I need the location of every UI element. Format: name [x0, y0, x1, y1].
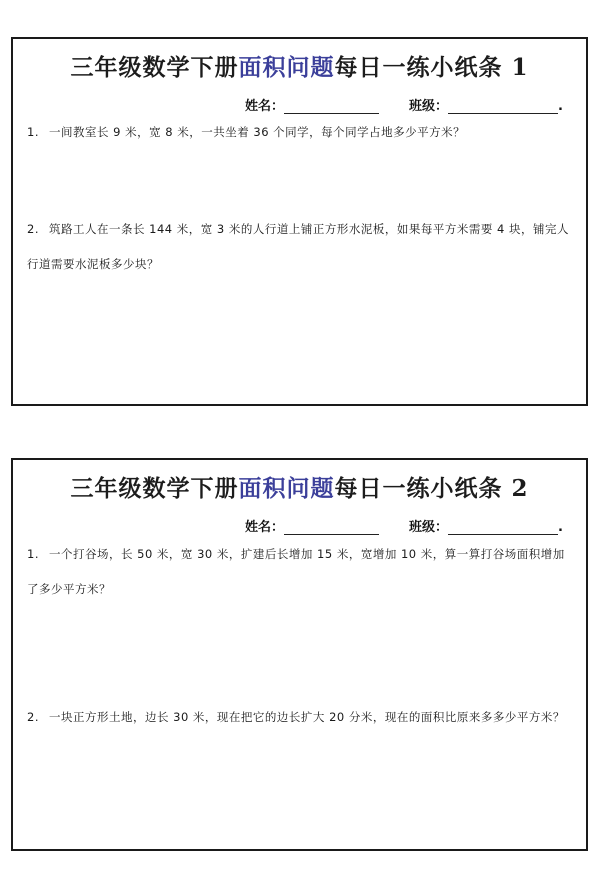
- card-title: [13, 470, 586, 503]
- question-1: [27, 115, 572, 150]
- question-2: [27, 700, 572, 735]
- student-info-row: [245, 516, 563, 535]
- class-label: 班级：: [409, 520, 449, 535]
- question-number: 1.: [27, 547, 39, 561]
- class-label: 班级：: [409, 99, 449, 114]
- student-info-row: [245, 95, 563, 114]
- title-highlight: 面积问题: [238, 475, 335, 502]
- class-end-mark: .: [558, 520, 563, 535]
- card-title: [13, 49, 586, 82]
- class-blank[interactable]: [448, 520, 558, 535]
- question-number: 2.: [27, 222, 39, 236]
- title-prefix: 三年级数学下册: [70, 475, 239, 502]
- question-1: [27, 537, 572, 607]
- question-2: [27, 212, 572, 282]
- name-blank[interactable]: [284, 520, 379, 535]
- question-text: 一块正方形土地，边长 30 米，现在把它的边长扩大 20 分米，现在的面积比原来多多少平方米？: [48, 710, 565, 724]
- worksheet-card-1: [11, 37, 588, 406]
- name-label: 姓名：: [245, 520, 285, 535]
- question-text: 一个打谷场，长 50 米，宽 30 米，扩建后长增加 15 米，宽增加 10 米，算一算打谷场面积增加了多少平方米？: [27, 547, 565, 596]
- question-number: 1.: [27, 125, 39, 139]
- name-blank[interactable]: [284, 99, 379, 114]
- worksheet-card-2: [11, 458, 588, 851]
- name-label: 姓名：: [245, 99, 285, 114]
- class-end-mark: .: [558, 99, 563, 114]
- title-prefix: 三年级数学下册: [70, 54, 239, 81]
- title-suffix: 每日一练小纸条 2: [334, 475, 529, 502]
- class-blank[interactable]: [448, 99, 558, 114]
- question-number: 2.: [27, 710, 39, 724]
- question-text: 筑路工人在一条长 144 米，宽 3 米的人行道上铺正方形水泥板，如果每平方米需要 4 块，铺完人行道需要水泥板多少块？: [27, 222, 569, 271]
- title-suffix: 每日一练小纸条 1: [334, 54, 529, 81]
- title-highlight: 面积问题: [238, 54, 335, 81]
- question-text: 一间教室长 9 米，宽 8 米，一共坐着 36 个同学，每个同学占地多少平方米？: [48, 125, 466, 139]
